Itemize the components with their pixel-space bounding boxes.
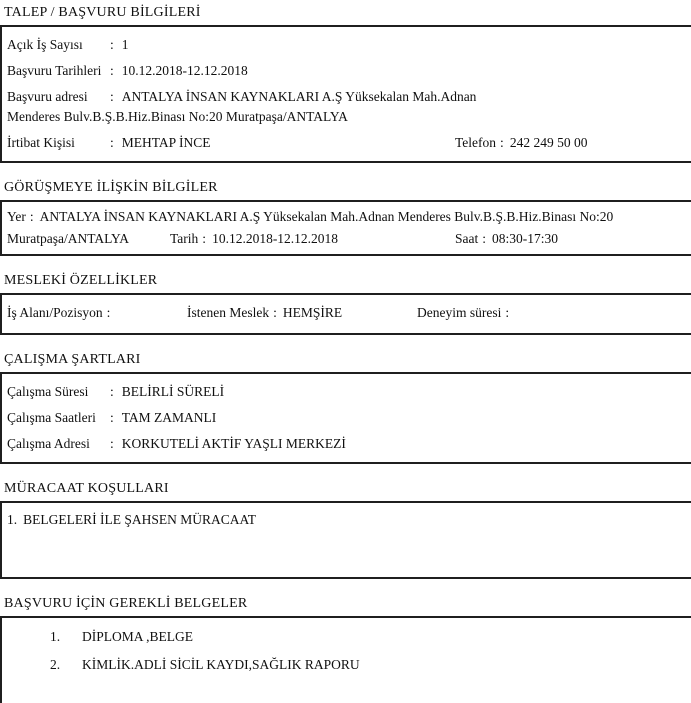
- field-value: 242 249 50 00: [509, 135, 588, 150]
- field-label: İstenen Meslek: [187, 305, 270, 320]
- section-title-gorusme: GÖRÜŞMEYE İLİŞKİN BİLGİLER: [4, 180, 218, 195]
- field-label: Yer: [7, 209, 26, 224]
- field-value: ANTALYA İNSAN KAYNAKLARI A.Ş Yüksekalan Mah.Adnan Menderes Bulv.B.Ş.B.Hiz.Binası No:20 Muratpaşa/ANTALYA: [7, 209, 614, 246]
- muracaat-box: [0, 501, 691, 579]
- field-calisma-saatleri: [7, 405, 686, 431]
- field-label: Başvuru adresi: [7, 89, 88, 104]
- field-istenen-meslek: [187, 300, 417, 326]
- calisma-box: [0, 372, 691, 464]
- field-value: ANTALYA İNSAN KAYNAKLARI A.Ş Yüksekalan Mah.Adnan Menderes Bulv.B.Ş.B.Hiz.Binası No:20 Muratpaşa/ANTALYA: [7, 89, 477, 124]
- mesleki-row: [7, 300, 686, 328]
- field-value: MEHTAP İNCE: [121, 135, 211, 150]
- colon-separator: :: [110, 384, 114, 399]
- section-title-muracaat: MÜRACAAT KOŞULLARI: [4, 481, 169, 496]
- field-calisma-adresi: [7, 431, 686, 457]
- colon-separator: :: [110, 89, 114, 104]
- muracaat-item: [7, 508, 686, 532]
- section-calisma: [0, 347, 691, 464]
- field-value: 1: [121, 37, 129, 52]
- section-belgeler: [0, 591, 691, 703]
- field-irtibat-kisisi: [7, 130, 686, 156]
- field-label: Açık İş Sayısı: [7, 37, 83, 52]
- field-label: Deneyim süresi: [417, 305, 502, 320]
- field-value: TAM ZAMANLI: [121, 410, 217, 425]
- field-value: 10.12.2018-12.12.2018: [121, 63, 248, 78]
- field-label: İrtibat Kişisi: [7, 135, 75, 150]
- field-label: Saat: [455, 231, 479, 246]
- colon-separator: :: [110, 135, 114, 150]
- field-telefon: [455, 130, 587, 156]
- field-label: Çalışma Süresi: [7, 384, 89, 399]
- list-item-text: BELGELERİ İLE ŞAHSEN MÜRACAAT: [23, 512, 256, 527]
- field-is-alani-pozisyon: [7, 300, 187, 326]
- list-item-number: 1.: [7, 512, 18, 527]
- field-label: Çalışma Saatleri: [7, 410, 96, 425]
- colon-separator: :: [505, 305, 510, 320]
- field-tarih: [170, 228, 338, 250]
- colon-separator: :: [29, 209, 34, 224]
- colon-separator: :: [106, 305, 111, 320]
- field-acik-is-sayisi: [7, 32, 686, 58]
- section-mesleki: [0, 268, 691, 335]
- section-title-calisma: ÇALIŞMA ŞARTLARI: [4, 352, 141, 367]
- field-value: KORKUTELİ AKTİF YAŞLI MERKEZİ: [121, 436, 346, 451]
- section-title-belgeler: BAŞVURU İÇİN GEREKLİ BELGELER: [4, 596, 248, 611]
- colon-separator: :: [110, 436, 114, 451]
- colon-separator: :: [500, 135, 504, 150]
- list-item-text: KİMLİK.ADLİ SİCİL KAYDI,SAĞLIK RAPORU: [82, 657, 360, 672]
- colon-separator: :: [482, 231, 487, 246]
- field-basvuru-adresi: [7, 84, 529, 130]
- mesleki-box: [0, 293, 691, 335]
- field-label: İş Alanı/Pozisyon: [7, 305, 103, 320]
- colon-separator: :: [110, 37, 114, 52]
- colon-separator: :: [273, 305, 277, 320]
- colon-separator: :: [110, 63, 114, 78]
- list-item-text: DİPLOMA ,BELGE: [82, 629, 193, 644]
- field-calisma-suresi: [7, 379, 686, 405]
- field-deneyim-suresi: [417, 305, 515, 320]
- belge-item: [7, 651, 686, 679]
- list-item-number: 2.: [50, 657, 61, 672]
- colon-separator: :: [202, 231, 207, 246]
- list-item-number: 1.: [50, 629, 61, 644]
- field-yer: [7, 206, 686, 250]
- field-basvuru-tarihleri: [7, 58, 686, 84]
- field-label: Telefon: [455, 135, 497, 150]
- field-label: Başvuru Tarihleri: [7, 63, 102, 78]
- section-talep-basvuru: [0, 0, 691, 163]
- field-value: HEMŞİRE: [282, 305, 343, 320]
- field-label: Çalışma Adresi: [7, 436, 90, 451]
- field-saat: [455, 228, 558, 250]
- talep-box: [0, 25, 691, 163]
- gorusme-box: [0, 200, 691, 256]
- belge-item: [7, 623, 686, 651]
- field-value: BELİRLİ SÜRELİ: [121, 384, 225, 399]
- field-value: 08:30-17:30: [492, 231, 559, 246]
- section-gorusme: [0, 175, 691, 256]
- field-value: 10.12.2018-12.12.2018: [212, 231, 339, 246]
- colon-separator: :: [110, 410, 114, 425]
- section-muracaat: [0, 476, 691, 579]
- field-label: Tarih: [170, 231, 199, 246]
- belgeler-box: [0, 616, 691, 703]
- section-title-talep: TALEP / BAŞVURU BİLGİLERİ: [4, 5, 201, 20]
- section-title-mesleki: MESLEKİ ÖZELLİKLER: [4, 273, 158, 288]
